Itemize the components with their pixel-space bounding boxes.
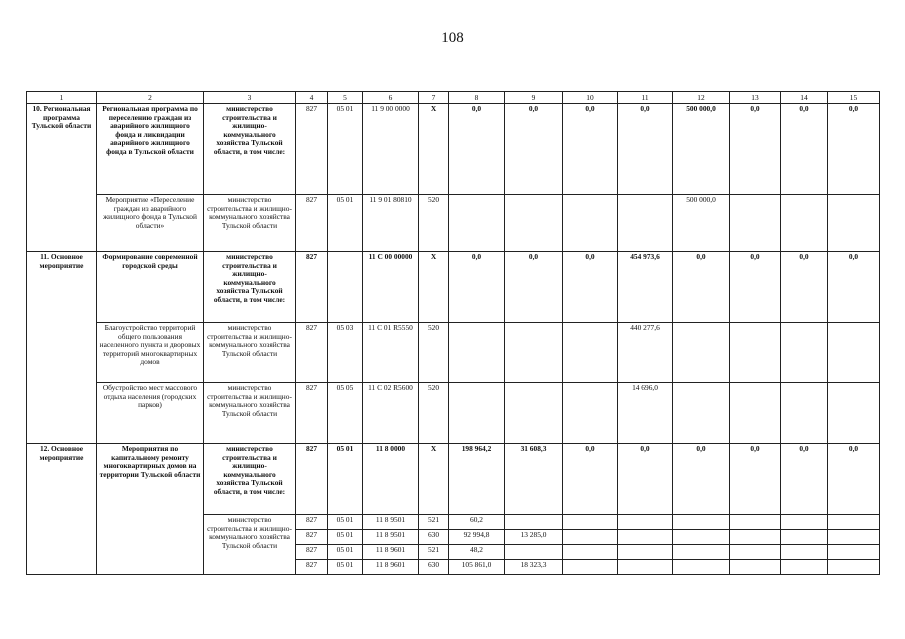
- table-cell: министерство строительства и жилищно-коммунального хозяйства Тульской области, в том числе:: [204, 252, 296, 323]
- table-cell: [730, 530, 781, 545]
- table-cell: 0,0: [505, 104, 563, 195]
- col-header: 11: [618, 92, 673, 104]
- table-cell: 630: [419, 530, 449, 545]
- table-cell: 0,0: [449, 104, 505, 195]
- table-cell: [673, 545, 730, 560]
- table-cell: Региональная программа по переселению граждан из аварийного жилищного фонда и ликвидации аварийного жилищного фонда в Тульской области: [97, 104, 204, 195]
- table-cell: министерство строительства и жилищно-коммунального хозяйства Тульской области: [204, 323, 296, 383]
- col-header: 12: [673, 92, 730, 104]
- table-cell: [828, 383, 880, 444]
- table-cell: [563, 195, 618, 252]
- table-cell: 60,2: [449, 515, 505, 530]
- table-cell: [505, 545, 563, 560]
- table-cell: 31 608,3: [505, 444, 563, 515]
- table-cell: [730, 383, 781, 444]
- col-header: 14: [781, 92, 828, 104]
- table-cell: 0,0: [673, 252, 730, 323]
- table-cell: [828, 545, 880, 560]
- table-cell: Мероприятие «Переселение граждан из аварийного жилищного фонда в Тульской области»: [97, 195, 204, 252]
- table-cell: 11 С 01 R5550: [363, 323, 419, 383]
- table-cell: [505, 383, 563, 444]
- table-cell: [673, 515, 730, 530]
- table-cell: [781, 195, 828, 252]
- table-cell: [673, 530, 730, 545]
- col-header: 4: [296, 92, 328, 104]
- table-cell: 520: [419, 323, 449, 383]
- table-cell: 11 8 9601: [363, 545, 419, 560]
- table-cell: 11 9 01 80810: [363, 195, 419, 252]
- table-cell: 11 С 00 00000: [363, 252, 419, 323]
- table-cell: [449, 383, 505, 444]
- table-cell: [828, 323, 880, 383]
- table-cell: 0,0: [563, 252, 618, 323]
- table-cell: Мероприятия по капитальному ремонту многоквартирных домов на территории Тульской области: [97, 444, 204, 575]
- table-cell: 0,0: [828, 444, 880, 515]
- table-cell: [618, 530, 673, 545]
- table-cell: 198 964,2: [449, 444, 505, 515]
- table-cell: 0,0: [828, 104, 880, 195]
- table-cell: 521: [419, 545, 449, 560]
- table-row: [27, 323, 880, 383]
- table-cell: 11 9 00 0000: [363, 104, 419, 195]
- table-cell: министерство строительства и жилищно-коммунального хозяйства Тульской области, в том числе:: [204, 444, 296, 515]
- table-cell: [730, 545, 781, 560]
- table-cell: 454 973,6: [618, 252, 673, 323]
- table-cell: 827: [296, 252, 328, 323]
- table-cell: 14 696,0: [618, 383, 673, 444]
- table-cell: 05 03: [328, 323, 363, 383]
- table-cell: 05 01: [328, 545, 363, 560]
- col-header: 3: [204, 92, 296, 104]
- table-cell: 05 05: [328, 383, 363, 444]
- table-cell: 05 01: [328, 530, 363, 545]
- table-cell: 92 994,8: [449, 530, 505, 545]
- table-cell: 05 01: [328, 560, 363, 575]
- table-cell: 0,0: [505, 252, 563, 323]
- table-cell: 48,2: [449, 545, 505, 560]
- table-cell: 0,0: [730, 444, 781, 515]
- col-header: 8: [449, 92, 505, 104]
- col-header: 9: [505, 92, 563, 104]
- table-cell: [673, 323, 730, 383]
- table-cell: [828, 530, 880, 545]
- table-cell: 0,0: [618, 444, 673, 515]
- table-cell: 05 01: [328, 104, 363, 195]
- table-cell: 521: [419, 515, 449, 530]
- header-row: [27, 92, 880, 104]
- table-cell: 0,0: [781, 104, 828, 195]
- table-cell: [618, 195, 673, 252]
- table-cell: [781, 530, 828, 545]
- program-title-cell: 11. Основное мероприятие: [27, 252, 97, 444]
- table-cell: 11 8 9601: [363, 560, 419, 575]
- table-cell: министерство строительства и жилищно-коммунального хозяйства Тульской области: [204, 383, 296, 444]
- table-cell: 05 01: [328, 195, 363, 252]
- col-header: 15: [828, 92, 880, 104]
- table-cell: [781, 515, 828, 530]
- table-cell: 827: [296, 104, 328, 195]
- table-cell: [781, 545, 828, 560]
- table-cell: 0,0: [563, 444, 618, 515]
- table-cell: [781, 560, 828, 575]
- table-cell: 827: [296, 323, 328, 383]
- table-cell: 827: [296, 444, 328, 515]
- col-header: 7: [419, 92, 449, 104]
- table-cell: [618, 515, 673, 530]
- col-header: 10: [563, 92, 618, 104]
- table-cell: [449, 323, 505, 383]
- col-header: 5: [328, 92, 363, 104]
- table-cell: [563, 515, 618, 530]
- table-cell: [618, 545, 673, 560]
- col-header: 1: [27, 92, 97, 104]
- table-cell: Обустройство мест массового отдыха населения (городских парков): [97, 383, 204, 444]
- col-header: 13: [730, 92, 781, 104]
- table-cell: 0,0: [563, 104, 618, 195]
- table-cell: [563, 383, 618, 444]
- table-row: [27, 195, 880, 252]
- table-row: [27, 383, 880, 444]
- table-cell: 0,0: [781, 252, 828, 323]
- table-cell: [673, 383, 730, 444]
- table-cell: X: [419, 444, 449, 515]
- table-cell: министерство строительства и жилищно-коммунального хозяйства Тульской области: [204, 515, 296, 575]
- table-cell: [828, 515, 880, 530]
- table-cell: 105 861,0: [449, 560, 505, 575]
- table-cell: 827: [296, 545, 328, 560]
- table-cell: [328, 252, 363, 323]
- table-cell: 05 01: [328, 515, 363, 530]
- table-cell: [505, 515, 563, 530]
- table-cell: [730, 560, 781, 575]
- table-cell: [730, 323, 781, 383]
- table-cell: 827: [296, 515, 328, 530]
- table-cell: [563, 530, 618, 545]
- table-cell: 0,0: [673, 444, 730, 515]
- table-cell: 630: [419, 560, 449, 575]
- table-row: [27, 444, 880, 515]
- col-header: 2: [97, 92, 204, 104]
- table-cell: [828, 195, 880, 252]
- table-cell: министерство строительства и жилищно-коммунального хозяйства Тульской области: [204, 195, 296, 252]
- table-cell: [505, 323, 563, 383]
- budget-table: [26, 91, 880, 575]
- table-row: [27, 252, 880, 323]
- table-cell: X: [419, 104, 449, 195]
- table-cell: министерство строительства и жилищно-коммунального хозяйства Тульской области, в том числе:: [204, 104, 296, 195]
- table-cell: 0,0: [618, 104, 673, 195]
- table-cell: [673, 560, 730, 575]
- table-cell: [563, 545, 618, 560]
- table-cell: 05 01: [328, 444, 363, 515]
- table-cell: 500 000,0: [673, 195, 730, 252]
- table-cell: 0,0: [449, 252, 505, 323]
- table-cell: 500 000,0: [673, 104, 730, 195]
- table-cell: 520: [419, 383, 449, 444]
- table-cell: 11 С 02 R5600: [363, 383, 419, 444]
- table-cell: 18 323,3: [505, 560, 563, 575]
- table-cell: 827: [296, 560, 328, 575]
- table-cell: 11 8 9501: [363, 515, 419, 530]
- table-cell: [618, 560, 673, 575]
- table-cell: [730, 515, 781, 530]
- page-number: 108: [441, 30, 464, 46]
- program-title-cell: 10. Региональная программа Тульской области: [27, 104, 97, 252]
- table-cell: 0,0: [781, 444, 828, 515]
- col-header: 6: [363, 92, 419, 104]
- table-cell: 827: [296, 383, 328, 444]
- program-title-cell: 12. Основное мероприятие: [27, 444, 97, 575]
- table-cell: 13 285,0: [505, 530, 563, 545]
- table-cell: 520: [419, 195, 449, 252]
- table-cell: [449, 195, 505, 252]
- table-cell: 827: [296, 195, 328, 252]
- table-cell: [505, 195, 563, 252]
- table-cell: 0,0: [828, 252, 880, 323]
- table-cell: [781, 323, 828, 383]
- table-cell: 0,0: [730, 104, 781, 195]
- table-cell: [730, 195, 781, 252]
- table-cell: 11 8 0000: [363, 444, 419, 515]
- table-cell: X: [419, 252, 449, 323]
- table-cell: [563, 560, 618, 575]
- table-cell: 440 277,6: [618, 323, 673, 383]
- table-cell: [828, 560, 880, 575]
- table-cell: [781, 383, 828, 444]
- table-cell: 827: [296, 530, 328, 545]
- table-row: [27, 104, 880, 195]
- table-cell: 0,0: [730, 252, 781, 323]
- table-cell: Благоустройство территорий общего пользования населенного пункта и дворовых территорий многоквартирных домов: [97, 323, 204, 383]
- table-cell: 11 8 9501: [363, 530, 419, 545]
- table-cell: [563, 323, 618, 383]
- table-cell: Формирование современной городской среды: [97, 252, 204, 323]
